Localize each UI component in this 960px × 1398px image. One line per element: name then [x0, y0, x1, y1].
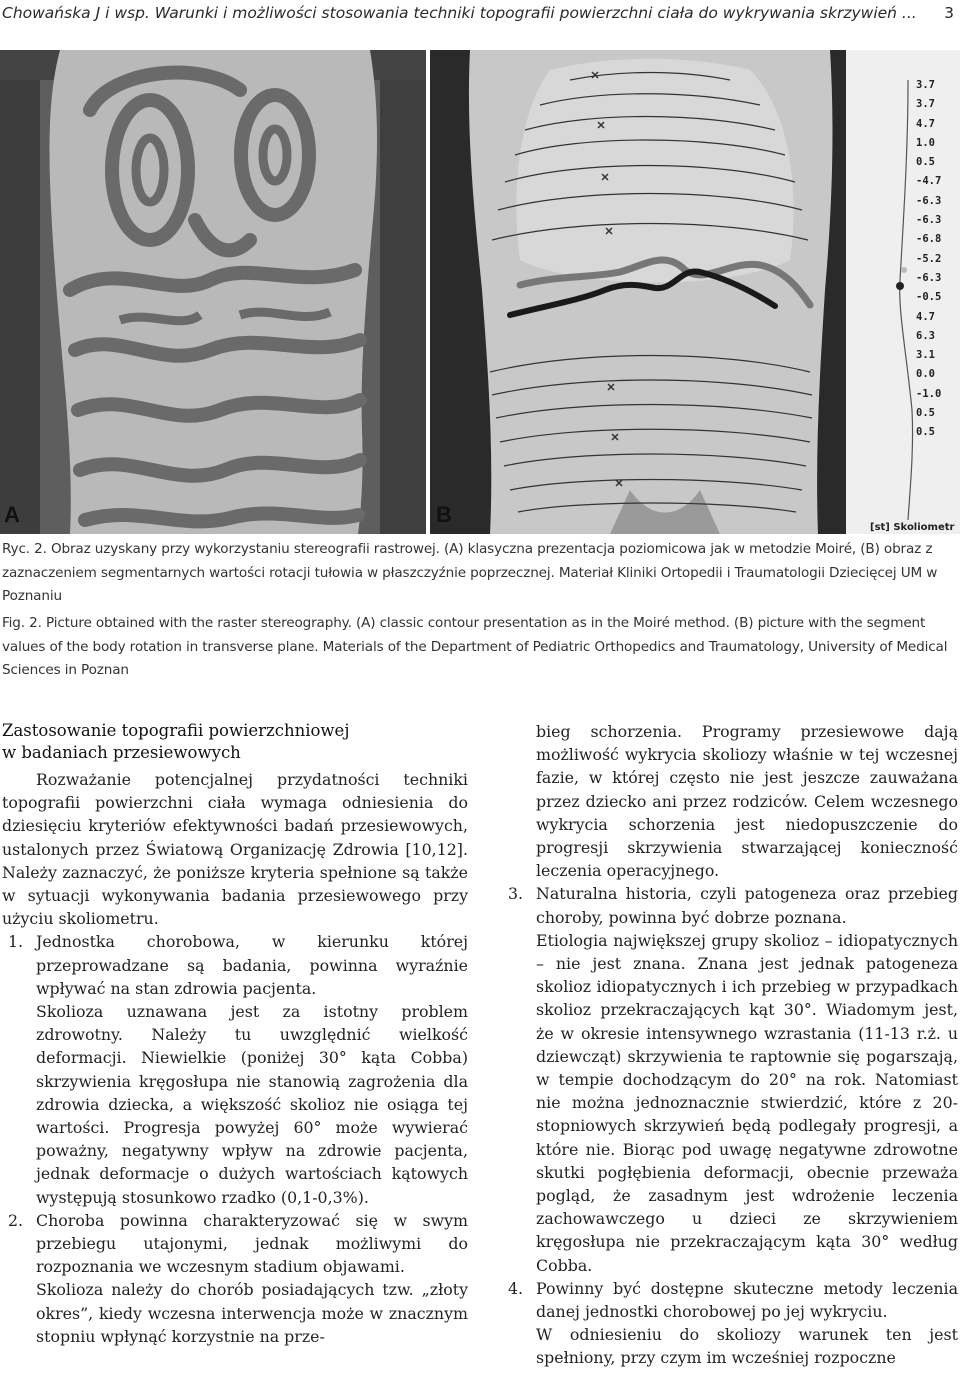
scale-value: -6.3	[916, 214, 942, 227]
criterion-4-paragraph: W odniesieniu do skoliozy warunek ten jest spełniony, przy czym im wcześniej rozpoczne	[536, 1325, 958, 1368]
criterion-number: 1.	[8, 932, 24, 952]
scale-value: 4.7	[916, 117, 935, 130]
scale-value: 3.1	[916, 349, 935, 362]
panel-a-label: A	[4, 502, 20, 527]
criterion-text: Choroba powinna charakteryzować się w swym przebiegu utajonymi, jednak możliwymi do rozpoznania we wczesnym stadium objawami.	[36, 1210, 468, 1277]
section-heading-line1: Zastosowanie topografii powierzchniowej	[2, 721, 350, 740]
scale-value: 6.3	[916, 329, 935, 342]
criterion-1-paragraph: Skolioza uznawana jest za istotny problem zdrowotny. Należy tu uwzględnić wielkość deformacji. Niewielkie (poniżej 30° kąta Cobba) skrzywienia kręgosłupa nie stanowią zagrożenia dla zdrowia dziecka, a większość skolioz nie osiąga tej wartości. Progresja powyżej 60° może wywierać poważny, negatywny wpływ na zdrowie pacjenta, jednak deformacje o dużych wartościach kątowych występują stosunkowo rzadko (0,1-0,3%).	[36, 1002, 468, 1207]
figure-panel-b	[430, 50, 960, 534]
right-column	[502, 720, 958, 1370]
running-head-text: Chowańska J i wsp. Warunki i możliwości stosowania techniki topografii powierzchni ciała do wykrywania skrzywień ...	[2, 4, 917, 22]
scale-value: -5.2	[916, 252, 942, 265]
scale-value: -4.7	[916, 175, 942, 188]
scale-value: 0.5	[916, 426, 935, 439]
criterion-1	[2, 930, 468, 1000]
skoliometer-values	[916, 76, 958, 443]
scale-value: 0.0	[916, 368, 935, 381]
scale-value: -1.0	[916, 387, 942, 400]
figure-panel-a	[0, 50, 426, 534]
left-column	[2, 720, 468, 1348]
moire-contour-image	[0, 50, 426, 534]
criterion-3	[502, 882, 958, 928]
scale-value: 1.0	[916, 136, 935, 149]
figure-caption-english: Fig. 2. Picture obtained with the raster stereography. (A) classic contour presentation as in the Moiré method. (B) picture with the segment values of the body rotation in transverse plane. Materials of the Department of Pediatric Orthopedics and Traumatology, University of Medical Sciences in Poznan	[2, 615, 948, 678]
scale-value: 3.7	[916, 79, 935, 91]
skoliometer-label: [st] Skoliometr	[870, 522, 955, 533]
scale-value: 0.5	[916, 156, 935, 169]
criterion-number: 2.	[8, 1210, 24, 1230]
figure	[0, 50, 960, 534]
criterion-text: Powinny być dostępne skuteczne metody leczenia danej jednostki chorobowej po jej wykryciu.	[536, 1278, 958, 1322]
continued-paragraph: bieg schorzenia. Programy przesiewowe dają możliwość wykrycia skoliozy właśnie w tej wczesnej fazie, w której często nie jest jeszcze zauważana przez dziecko ani przez rodziców. Celem wczesnego wykrycia schorzenia jest niedopuszczenie do progresji skrzywienia stwarzającej konieczność leczenia operacyjnego.	[536, 722, 958, 881]
running-head	[0, 0, 960, 28]
criterion-4	[502, 1277, 958, 1323]
criterion-2	[2, 1209, 468, 1279]
scale-value: 4.7	[916, 310, 935, 323]
page-number: 3	[944, 4, 954, 22]
scale-value: -6.8	[916, 233, 942, 246]
criterion-number: 4.	[508, 1278, 524, 1298]
scale-value: 0.5	[916, 407, 935, 420]
panel-b-label: B	[436, 502, 452, 527]
criterion-number: 3.	[508, 884, 524, 904]
scale-value: -6.3	[916, 194, 942, 207]
figure-caption-polish: Ryc. 2. Obraz uzyskany przy wykorzystaniu stereografii rastrowej. (A) klasyczna prezentacja poziomicowa jak w metodzie Moiré, (B) obraz z zaznaczeniem segmentarnych wartości rotacji tułowia w płaszczyźnie poprzecznej. Materiał Kliniki Ortopedii i Traumatologii Dziecięcej UM w Poznaniu	[2, 541, 938, 604]
criterion-text: Jednostka chorobowa, w kierunku której przeprowadzane są badania, powinna wyraźnie wpływać na stan zdrowia pacjenta.	[36, 932, 468, 998]
scale-value: 3.7	[916, 98, 935, 111]
section-heading	[2, 720, 468, 764]
scale-value: -6.3	[916, 271, 942, 284]
criterion-3-paragraph: Etiologia największej grupy skolioz – idiopatycznych – nie jest znana. Znana jest jednak patogeneza skolioz idiopatycznych i ich przebieg w przypadkach skolioz przekraczających kąt 30°. Wiadomym jest, że w okresie intensywnego wzrastania (11-13 r.ż. u dziewcząt) skrzywienia te raptownie się pogarszają, w tempie dochodzącym do 20° na rok. Natomiast nie można jednoznacznie stwierdzić, które z 20-stopniowych skrzywień będą podlegały progresji, a które nie. Biorąc pod uwagę negatywne zdrowotne skutki pogłębienia deformacji, obecnie przeważa pogląd, że zasadnym jest wdrożenie leczenia zachowawczego u dzieci ze skrzywieniem kręgosłupa nie przekraczającym kąta 30° według Cobba.	[536, 930, 958, 1275]
intro-paragraph: Rozważanie potencjalnej przydatności techniki topografii powierzchni ciała wymaga odniesienia do dziesięciu kryteriów efektywności badań przesiewowych, ustalonych przez Światową Organizację Zdrowia [10,12]. Należy zaznaczyć, że poniższe kryteria spełnione są także w sytuacji wykonywania badania przesiewowego przy użyciu skoliometru.	[2, 770, 468, 929]
section-heading-line2: w badaniach przesiewowych	[2, 743, 241, 762]
criterion-text: Naturalna historia, czyli patogeneza oraz przebieg choroby, powinna być dobrze poznana.	[536, 884, 958, 927]
back-photo-image	[430, 50, 960, 534]
criterion-2-paragraph: Skolioza należy do chorób posiadających tzw. „złoty okres”, kiedy wczesna interwencja może w znacznym stopniu wpłynąć korzystnie na prze-	[36, 1280, 468, 1346]
scale-value: -0.5	[916, 291, 942, 304]
